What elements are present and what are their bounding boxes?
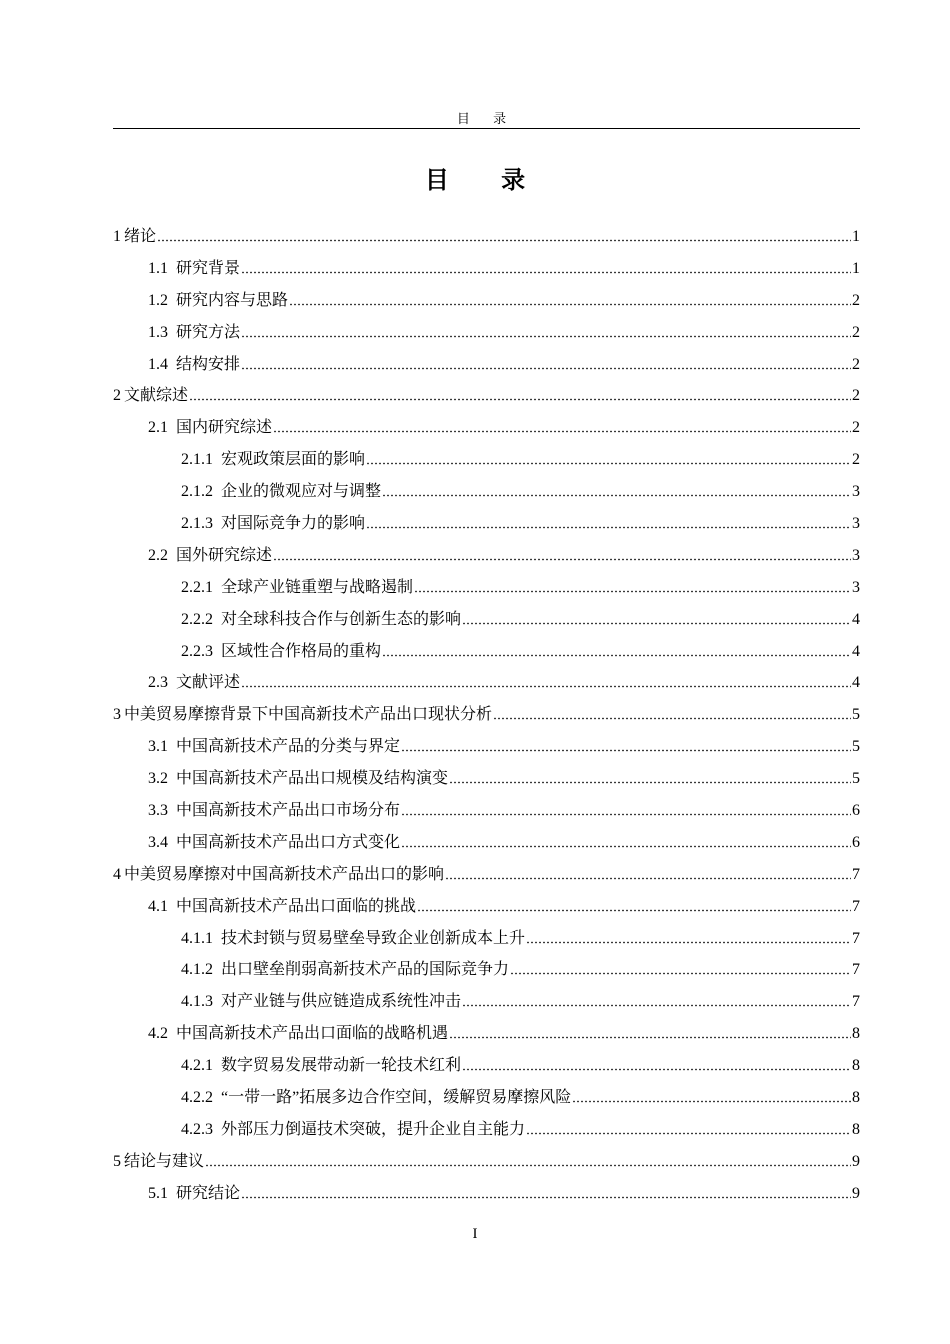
- toc-entry-page: 6: [852, 802, 860, 820]
- toc-entry-label: 研究结论: [176, 1184, 241, 1202]
- dot-leader: [366, 515, 851, 531]
- dot-leader: [510, 961, 851, 977]
- toc-entry[interactable]: [113, 830, 860, 862]
- header-rule: [113, 128, 860, 129]
- toc-entry-label: 国内研究综述: [176, 419, 273, 437]
- dot-leader: [572, 1089, 851, 1105]
- toc-entry-number: 2.2.2: [181, 610, 213, 628]
- toc-entry[interactable]: [113, 543, 860, 575]
- toc-entry-page: 7: [852, 929, 860, 947]
- toc-entry[interactable]: [113, 447, 860, 479]
- dot-leader: [382, 483, 851, 499]
- toc-entry[interactable]: [113, 766, 860, 798]
- dot-leader: [273, 547, 851, 563]
- toc-entry-number: 4.2.2: [181, 1089, 213, 1107]
- toc-entry-page: 7: [852, 865, 860, 883]
- running-header: 目 录: [456, 111, 517, 126]
- toc-entry-page: 4: [852, 610, 860, 628]
- toc-entry-label: 文献评述: [176, 674, 241, 692]
- toc-entry[interactable]: [113, 575, 860, 607]
- toc-entry-number: 4.1.2: [181, 961, 213, 979]
- dot-leader: [241, 324, 851, 340]
- toc-entry-number: 4.1.1: [181, 929, 213, 947]
- toc-entry-page: 7: [852, 961, 860, 979]
- toc-entry-label: 中美贸易摩擦对中国高新技术产品出口的影响: [124, 865, 445, 883]
- dot-leader: [401, 834, 851, 850]
- toc-entry-label: 全球产业链重塑与战略遏制: [221, 578, 414, 596]
- toc-entry-label: 中国高新技术产品出口市场分布: [176, 802, 401, 820]
- toc-entry[interactable]: [113, 383, 860, 415]
- dot-leader: [366, 451, 851, 467]
- page-title: 目 录: [424, 166, 548, 194]
- toc-entry[interactable]: [113, 798, 860, 830]
- toc-entry-label: 文献综述: [124, 387, 189, 405]
- toc-entry-page: 1: [852, 259, 860, 277]
- toc-entry-number: 2.1.2: [181, 483, 213, 501]
- toc-entry-label: 结构安排: [176, 355, 241, 373]
- toc-entry[interactable]: [113, 702, 860, 734]
- toc-entry-label: 中国高新技术产品的分类与界定: [176, 738, 401, 756]
- toc-entry-number: 4: [113, 865, 121, 883]
- dot-leader: [414, 579, 851, 595]
- toc-entry-label: 对国际竞争力的影响: [221, 515, 366, 533]
- dot-leader: [462, 993, 851, 1009]
- toc-entry[interactable]: [113, 734, 860, 766]
- table-of-contents: [113, 224, 860, 1213]
- toc-entry[interactable]: [113, 926, 860, 958]
- dot-leader: [241, 1185, 851, 1201]
- toc-entry-page: 8: [852, 1089, 860, 1107]
- dot-leader: [526, 930, 851, 946]
- toc-entry[interactable]: [113, 1053, 860, 1085]
- toc-entry-number: 3.3: [148, 802, 168, 820]
- dot-leader: [241, 674, 851, 690]
- dot-leader: [417, 898, 851, 914]
- dot-leader: [401, 802, 851, 818]
- toc-entry[interactable]: [113, 352, 860, 384]
- toc-entry-label: 企业的微观应对与调整: [221, 483, 382, 501]
- toc-entry[interactable]: [113, 288, 860, 320]
- toc-entry-page: 8: [852, 1025, 860, 1043]
- toc-entry-label: 宏观政策层面的影响: [221, 451, 366, 469]
- toc-entry-page: 9: [852, 1184, 860, 1202]
- toc-entry-page: 3: [852, 578, 860, 596]
- toc-entry-label: 绪论: [124, 228, 157, 245]
- toc-entry-page: 4: [852, 642, 860, 660]
- dot-leader: [241, 356, 851, 372]
- toc-entry-number: 2.2: [148, 546, 168, 564]
- dot-leader: [526, 1121, 851, 1137]
- toc-entry-page: 3: [852, 546, 860, 564]
- toc-entry-page: 8: [852, 1120, 860, 1138]
- dot-leader: [157, 228, 851, 244]
- toc-entry-number: 3: [113, 706, 121, 724]
- toc-entry-label: 中国高新技术产品出口面临的挑战: [176, 897, 417, 915]
- dot-leader: [289, 292, 851, 308]
- toc-entry-page: 5: [852, 770, 860, 788]
- toc-entry-label: 研究背景: [176, 259, 241, 277]
- toc-entry[interactable]: [113, 639, 860, 671]
- toc-entry-page: 7: [852, 897, 860, 915]
- toc-entry-page: 9: [852, 1152, 860, 1170]
- toc-entry[interactable]: [113, 1117, 860, 1149]
- toc-entry-number: 4.2.3: [181, 1120, 213, 1138]
- toc-entry[interactable]: [113, 957, 860, 989]
- toc-entry-number: 2.1.1: [181, 451, 213, 469]
- toc-entry-number: 4.1.3: [181, 993, 213, 1011]
- toc-entry-page: 8: [852, 1057, 860, 1075]
- dot-leader: [449, 1025, 851, 1041]
- toc-entry-page: 6: [852, 833, 860, 851]
- toc-entry-page: 4: [852, 674, 860, 692]
- toc-entry-page: 5: [852, 738, 860, 756]
- toc-entry[interactable]: [113, 1021, 860, 1053]
- toc-entry-label: 区域性合作格局的重构: [221, 642, 382, 660]
- toc-entry[interactable]: [113, 415, 860, 447]
- toc-entry[interactable]: [113, 989, 860, 1021]
- toc-entry[interactable]: [113, 1181, 860, 1213]
- toc-entry-number: 1.3: [148, 323, 168, 341]
- toc-entry-number: 1.2: [148, 291, 168, 309]
- toc-entry-label: 中国高新技术产品出口规模及结构演变: [176, 770, 449, 788]
- dot-leader: [241, 260, 851, 276]
- toc-entry[interactable]: [113, 320, 860, 352]
- toc-entry-label: 技术封锁与贸易壁垒导致企业创新成本上升: [221, 929, 526, 947]
- toc-entry-label: 数字贸易发展带动新一轮技术红利: [221, 1057, 462, 1075]
- toc-entry-label: “一带一路”拓展多边合作空间，缓解贸易摩擦风险: [221, 1089, 572, 1107]
- toc-entry-number: 4.2: [148, 1025, 168, 1043]
- toc-entry-page: 2: [852, 387, 860, 405]
- toc-entry-number: 1.4: [148, 355, 168, 373]
- toc-entry-number: 1.1: [148, 259, 168, 277]
- toc-entry-number: 4.1: [148, 897, 168, 915]
- dot-leader: [205, 1153, 851, 1169]
- toc-entry-label: 外部压力倒逼技术突破，提升企业自主能力: [221, 1120, 526, 1138]
- toc-entry[interactable]: [113, 511, 860, 543]
- toc-entry-page: 2: [852, 291, 860, 309]
- dot-leader: [449, 770, 851, 786]
- toc-entry-number: 2.1.3: [181, 515, 213, 533]
- toc-entry-number: 2.1: [148, 419, 168, 437]
- toc-entry-number: 3.4: [148, 833, 168, 851]
- dot-leader: [273, 419, 851, 435]
- toc-entry-page: 2: [852, 451, 860, 469]
- toc-entry-label: 中国高新技术产品出口方式变化: [176, 833, 401, 851]
- toc-entry[interactable]: [113, 224, 860, 256]
- toc-entry[interactable]: [113, 1085, 860, 1117]
- toc-entry-label: 出口壁垒削弱高新技术产品的国际竞争力: [221, 961, 510, 979]
- dot-leader: [189, 387, 851, 403]
- toc-entry[interactable]: [113, 256, 860, 288]
- dot-leader: [462, 611, 851, 627]
- toc-entry-page: 7: [852, 993, 860, 1011]
- toc-entry-label: 研究方法: [176, 323, 241, 341]
- toc-entry-number: 3.2: [148, 770, 168, 788]
- toc-entry-page: 2: [852, 419, 860, 437]
- toc-entry-label: 研究内容与思路: [176, 291, 289, 309]
- toc-entry-label: 结论与建议: [124, 1152, 205, 1170]
- toc-entry-number: 2.2.1: [181, 578, 213, 596]
- toc-entry-page: 3: [852, 483, 860, 501]
- dot-leader: [445, 866, 851, 882]
- toc-entry[interactable]: [113, 607, 860, 639]
- toc-entry[interactable]: [113, 479, 860, 511]
- toc-entry-page: 3: [852, 515, 860, 533]
- toc-entry-number: 5.1: [148, 1184, 168, 1202]
- dot-leader: [462, 1057, 851, 1073]
- toc-entry-number: 1: [113, 228, 121, 245]
- toc-entry-label: 中美贸易摩擦背景下中国高新技术产品出口现状分析: [124, 706, 493, 724]
- toc-entry-label: 国外研究综述: [176, 546, 273, 564]
- toc-entry[interactable]: [113, 862, 860, 894]
- toc-entry-number: 5: [113, 1152, 121, 1170]
- toc-entry-label: 中国高新技术产品出口面临的战略机遇: [176, 1025, 449, 1043]
- toc-entry-page: 2: [852, 355, 860, 373]
- toc-entry-label: 对全球科技合作与创新生态的影响: [221, 610, 462, 628]
- toc-entry-number: 3.1: [148, 738, 168, 756]
- toc-entry[interactable]: [113, 894, 860, 926]
- page-number: I: [472, 1226, 478, 1242]
- toc-entry-number: 2.3: [148, 674, 168, 692]
- toc-entry-number: 2.2.3: [181, 642, 213, 660]
- dot-leader: [401, 738, 851, 754]
- toc-entry-label: 对产业链与供应链造成系统性冲击: [221, 993, 462, 1011]
- toc-entry[interactable]: [113, 1149, 860, 1181]
- toc-entry-number: 2: [113, 387, 121, 405]
- toc-entry[interactable]: [113, 670, 860, 702]
- dot-leader: [382, 643, 851, 659]
- dot-leader: [493, 706, 851, 722]
- toc-entry-page: 1: [852, 228, 860, 245]
- toc-entry-page: 2: [852, 323, 860, 341]
- toc-entry-number: 4.2.1: [181, 1057, 213, 1075]
- toc-entry-page: 5: [852, 706, 860, 724]
